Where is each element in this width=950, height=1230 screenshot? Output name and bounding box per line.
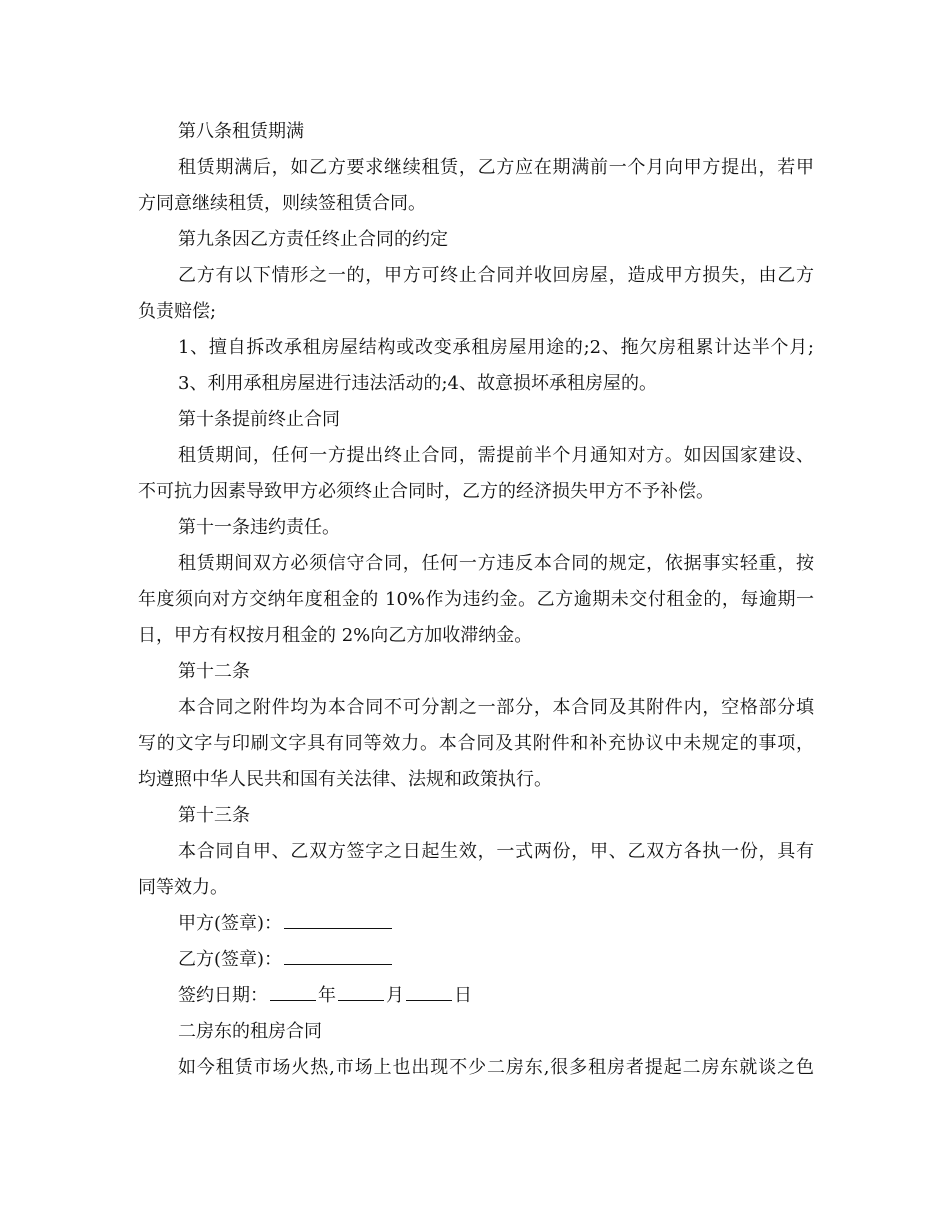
paragraph-line: 年度须向对方交纳年度租金的 10%作为违约金。乙方逾期未交付租金的，每逾期一 [138,589,814,610]
paragraph-line: 租赁期满后，如乙方要求继续租赁，乙方应在期满前一个月向甲方提出，若甲 [178,157,814,178]
year-label: 年 [318,985,336,1006]
signature-party-b [138,942,814,978]
heading-article-11: 第十一条违约责任。 [178,517,340,538]
day-label: 日 [454,985,472,1006]
year-blank [270,980,316,1001]
party-b-signature-blank [284,944,392,965]
list-item: 1、擅自拆改承租房屋结构或改变承租房屋用途的;2、拖欠房租累计达半个月; [178,337,814,358]
paragraph-line: 方同意继续租赁，则续签租赁合同。 [138,193,426,214]
paragraph-line: 均遵照中华人民共和国有关法律、法规和政策执行。 [138,769,552,790]
paragraph-line: 如今租赁市场火热,市场上也出现不少二房东,很多租房者提起二房东就谈之色 [178,1057,814,1078]
party-a-label: 甲方(签章)： [178,913,283,934]
paragraph-line: 租赁期间双方必须信守合同，任何一方违反本合同的规定，依据事实轻重，按 [178,553,814,574]
list-item: 3、利用承租房屋进行违法活动的;4、故意损坏承租房屋的。 [178,373,657,394]
month-label: 月 [386,985,404,1006]
paragraph-line: 租赁期间，任何一方提出终止合同，需提前半个月通知对方。如因国家建设、 [178,445,814,466]
paragraph-line: 日，甲方有权按月租金的 2%向乙方加收滞纳金。 [138,625,533,646]
heading-article-10: 第十条提前终止合同 [178,409,340,430]
heading-article-8: 第八条租赁期满 [178,121,304,142]
document-page [138,114,814,1086]
section-title: 二房东的租房合同 [178,1021,322,1042]
month-blank [338,980,384,1001]
day-blank [406,980,452,1001]
paragraph-line: 本合同之附件均为本合同不可分割之一部分，本合同及其附件内，空格部分填 [178,697,814,718]
party-b-label: 乙方(签章)： [178,949,283,970]
paragraph-line: 负责赔偿; [138,301,217,322]
paragraph-line: 乙方有以下情形之一的，甲方可终止合同并收回房屋，造成甲方损失，由乙方 [178,265,814,286]
heading-article-12: 第十二条 [178,661,250,682]
heading-article-13: 第十三条 [178,805,250,826]
paragraph-line: 写的文字与印刷文字具有同等效力。本合同及其附件和补充协议中未规定的事项， [138,733,814,754]
heading-article-9: 第九条因乙方责任终止合同的约定 [178,229,448,250]
paragraph-line: 不可抗力因素导致甲方必须终止合同时，乙方的经济损失甲方不予补偿。 [138,481,714,502]
signature-party-a [138,906,814,942]
paragraph-line: 同等效力。 [138,877,228,898]
party-a-signature-blank [284,908,392,929]
date-label: 签约日期： [178,985,268,1006]
signing-date [138,978,814,1014]
paragraph-line: 本合同自甲、乙双方签字之日起生效，一式两份，甲、乙双方各执一份，具有 [178,841,814,862]
